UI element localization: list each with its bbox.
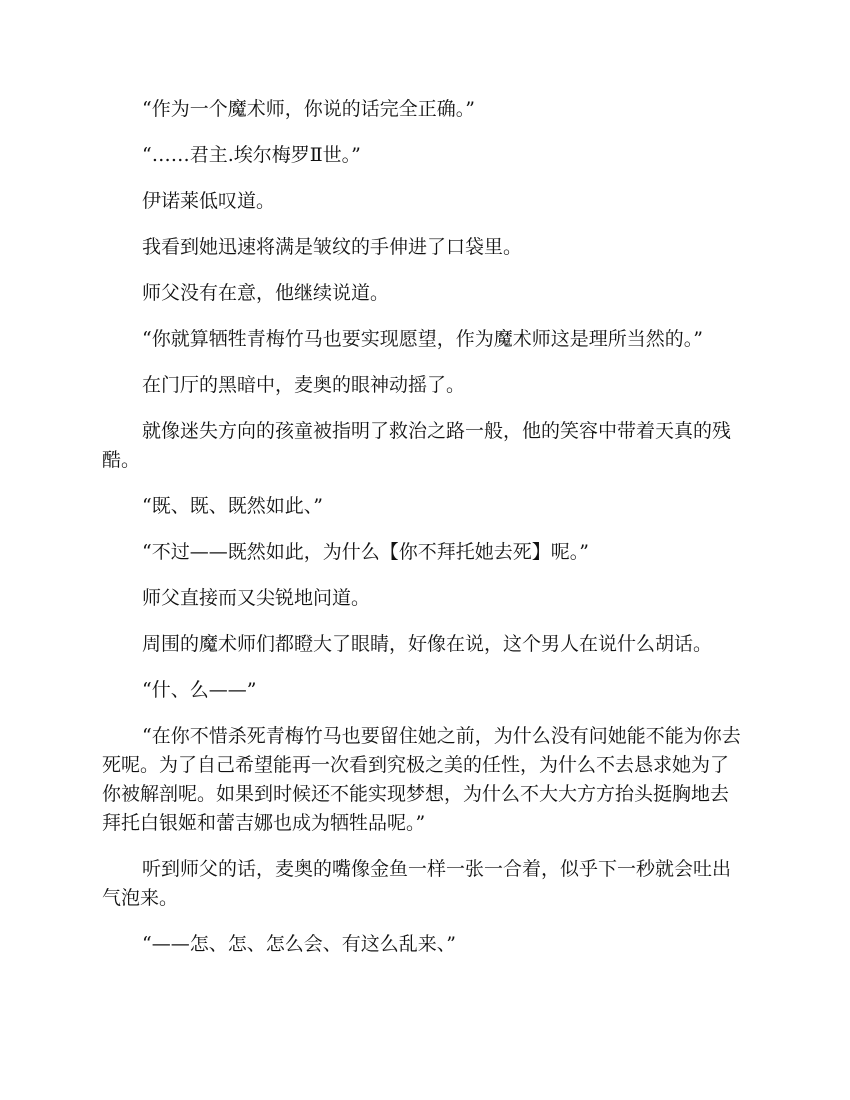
paragraph: 听到师父的话，麦奥的嘴像金鱼一样一张一合着，似乎下一秒就会吐出气泡来。 — [102, 858, 732, 909]
paragraph: 师父直接而又尖锐地问道。 — [142, 587, 371, 609]
paragraph: 在门厅的黑暗中，麦奥的眼神动摇了。 — [142, 374, 466, 396]
body-text — [102, 95, 742, 976]
paragraph: 就像迷失方向的孩童被指明了救治之路一般，他的笑容中带着天真的残酷。 — [102, 420, 732, 471]
paragraph: 师父没有在意，他继续说道。 — [142, 282, 390, 304]
paragraph: “在你不惜杀死青梅竹马也要留住她之前，为什么没有问她能不能为你去死呢。为了自己希望能再一次看到究极之美的任性，为什么不去恳求她为了你被解剖呢。如果到时候还不能实现梦想，为什么不大大方方抬头挺胸地去拜托白银姬和蕾吉娜也成为牺牲品呢。” — [102, 725, 741, 834]
paragraph: “作为一个魔术师，你说的话完全正确。” — [142, 98, 475, 120]
paragraph: “……君主.埃尔梅罗Ⅱ世。” — [142, 144, 361, 166]
paragraph: “——怎、怎、怎么会、有这么乱来、” — [142, 933, 456, 955]
paragraph: 我看到她迅速将满是皱纹的手伸进了口袋里。 — [142, 236, 523, 258]
paragraph: “不过——既然如此，为什么【你不拜托她去死】呢。” — [142, 541, 589, 563]
paragraph: “你就算牺牲青梅竹马也要实现愿望，作为魔术师这是理所当然的。” — [142, 328, 703, 350]
paragraph: 伊诺莱低叹道。 — [142, 190, 276, 212]
paragraph: “什、么——” — [142, 679, 257, 701]
paragraph: “既、既、既然如此、” — [142, 495, 323, 517]
paragraph: 周围的魔术师们都瞪大了眼睛，好像在说，这个男人在说什么胡话。 — [142, 633, 713, 655]
